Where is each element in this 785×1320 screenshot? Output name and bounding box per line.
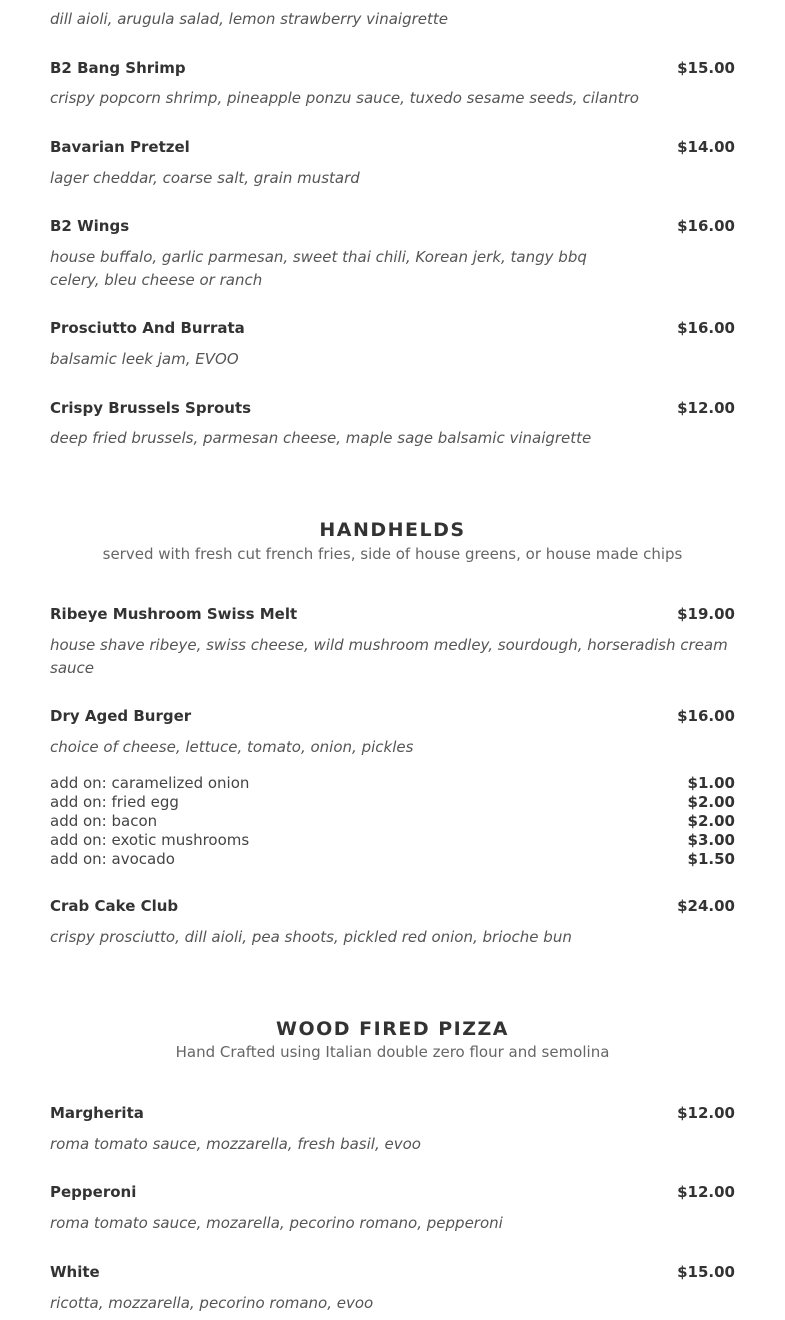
menu-item-description: roma tomato sauce, mozarella, pecorino romano, pepperoni: [50, 1214, 503, 1232]
menu-item-price: $16.00: [677, 319, 735, 337]
menu-item-price: $12.00: [677, 399, 735, 417]
addon-price: $1.50: [687, 850, 735, 868]
menu-item-price: $14.00: [677, 138, 735, 156]
menu-item-name: Pepperoni: [50, 1183, 137, 1201]
addon-label: add on: exotic mushrooms: [50, 831, 250, 849]
section-title: WOOD FIRED PIZZA: [276, 1018, 509, 1040]
menu-item-description: ricotta, mozzarella, pecorino romano, evoo: [50, 1294, 374, 1312]
menu-item-description: house buffalo, garlic parmesan, sweet thai chili, Korean jerk, tangy bbq: [50, 248, 587, 266]
menu-item-price: $15.00: [677, 1263, 735, 1281]
menu-item-description: roma tomato sauce, mozzarella, fresh basil, evoo: [50, 1135, 421, 1153]
menu-item-description: celery, bleu cheese or ranch: [50, 271, 263, 289]
addon-price: $2.00: [687, 812, 735, 830]
addon-label: add on: bacon: [50, 812, 158, 830]
menu-item-name: Bavarian Pretzel: [50, 138, 190, 156]
menu-item-description: dill aioli, arugula salad, lemon strawberry vinaigrette: [50, 10, 448, 28]
menu-item-price: $16.00: [677, 707, 735, 725]
menu-item-name: Ribeye Mushroom Swiss Melt: [50, 605, 298, 623]
menu-item-price: $15.00: [677, 59, 735, 77]
addon-price: $2.00: [687, 793, 735, 811]
menu-item-description: choice of cheese, lettuce, tomato, onion, pickles: [50, 738, 414, 756]
addon-label: add on: fried egg: [50, 793, 179, 811]
menu-item-description: crispy prosciutto, dill aioli, pea shoots, pickled red onion, brioche bun: [50, 928, 572, 946]
menu-item-price: $16.00: [677, 217, 735, 235]
menu-item-name: Crab Cake Club: [50, 897, 179, 915]
menu-item-price: $12.00: [677, 1104, 735, 1122]
menu-item-name: Prosciutto And Burrata: [50, 319, 245, 337]
menu-item-description: lager cheddar, coarse salt, grain mustard: [50, 169, 360, 187]
menu-item-description: balsamic leek jam, EVOO: [50, 350, 239, 368]
addon-price: $3.00: [687, 831, 735, 849]
addon-label: add on: avocado: [50, 850, 175, 868]
menu-item-description: house shave ribeye, swiss cheese, wild mushroom medley, sourdough, horseradish cream sauce: [50, 636, 728, 677]
menu-item-name: Dry Aged Burger: [50, 707, 192, 725]
section-subtitle: Hand Crafted using Italian double zero flour and semolina: [175, 1043, 610, 1061]
addon-price: $1.00: [687, 774, 735, 792]
menu-item-name: B2 Wings: [50, 217, 130, 235]
menu-item-name: Crispy Brussels Sprouts: [50, 399, 252, 417]
menu-item-name: B2 Bang Shrimp: [50, 59, 186, 77]
menu-item-name: Margherita: [50, 1104, 144, 1122]
menu-item-price: $19.00: [677, 605, 735, 623]
menu-item-price: $12.00: [677, 1183, 735, 1201]
menu-item-description: deep fried brussels, parmesan cheese, maple sage balsamic vinaigrette: [50, 429, 592, 447]
menu-item-description: crispy popcorn shrimp, pineapple ponzu sauce, tuxedo sesame seeds, cilantro: [50, 89, 639, 107]
menu-item-price: $24.00: [677, 897, 735, 915]
addon-label: add on: caramelized onion: [50, 774, 250, 792]
section-subtitle: served with fresh cut french fries, side of house greens, or house made chips: [102, 545, 683, 563]
section-title: HANDHELDS: [319, 519, 466, 541]
menu-item-name: White: [50, 1263, 100, 1281]
